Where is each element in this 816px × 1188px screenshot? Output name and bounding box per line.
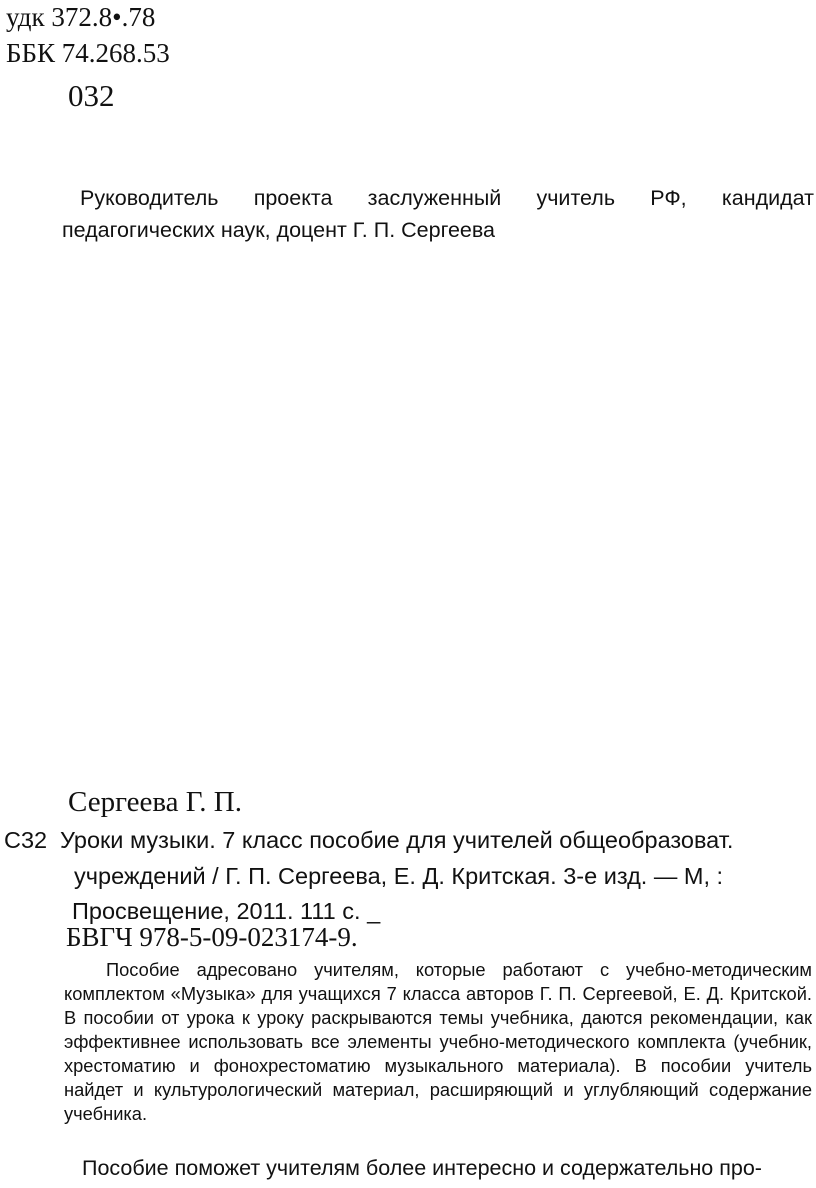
annotation-paragraph: Пособие адресовано учителям, которые работают с учебно-методическим комплектом «Музыка» для учащихся 7 класса авторов Г. П. Сергеевой, Е. Д. Критской. В пособии от урока к уроку раскрываются темы учебника, даются рекомендации, как эффективнее использовать все элементы учебно-методического комплекта (учебник, хрестоматию и фонохрестоматию музыкального материала). В пособии учитель найдет и культурологический материал, расширяющий и углубляющий содержание учебника. bbox=[64, 959, 812, 1124]
udk-index: удк 372.8•.78 bbox=[6, 2, 156, 32]
project-leader-line-1: Руководитель проекта заслуженный учитель РФ, кандидат bbox=[80, 186, 814, 210]
author-heading: Сергеева Г. П. bbox=[68, 786, 242, 818]
cipher: С32 bbox=[4, 827, 48, 853]
bibliographic-line-3: Просвещение, 2011. 111 с. _ bbox=[72, 898, 381, 924]
bibliographic-title: Уроки музыки. 7 класс пособие для учителей общеобразоват. bbox=[60, 827, 734, 853]
project-leader-line-2: педагогических наук, доцент Г. П. Сергеева bbox=[62, 218, 496, 242]
bibliographic-line-1 bbox=[4, 827, 733, 854]
isbn: БВГЧ 978-5-09-023174-9. bbox=[66, 922, 358, 952]
bibliographic-line-2: учреждений / Г. П. Сергеева, Е. Д. Критская. 3-е изд. — М, : bbox=[74, 863, 724, 889]
bbk-index: ББК 74.268.53 bbox=[6, 38, 170, 68]
annotation-closing-line: Пособие поможет учителям более интересно и содержательно про- bbox=[82, 1156, 762, 1180]
author-mark-code: 032 bbox=[68, 78, 115, 113]
